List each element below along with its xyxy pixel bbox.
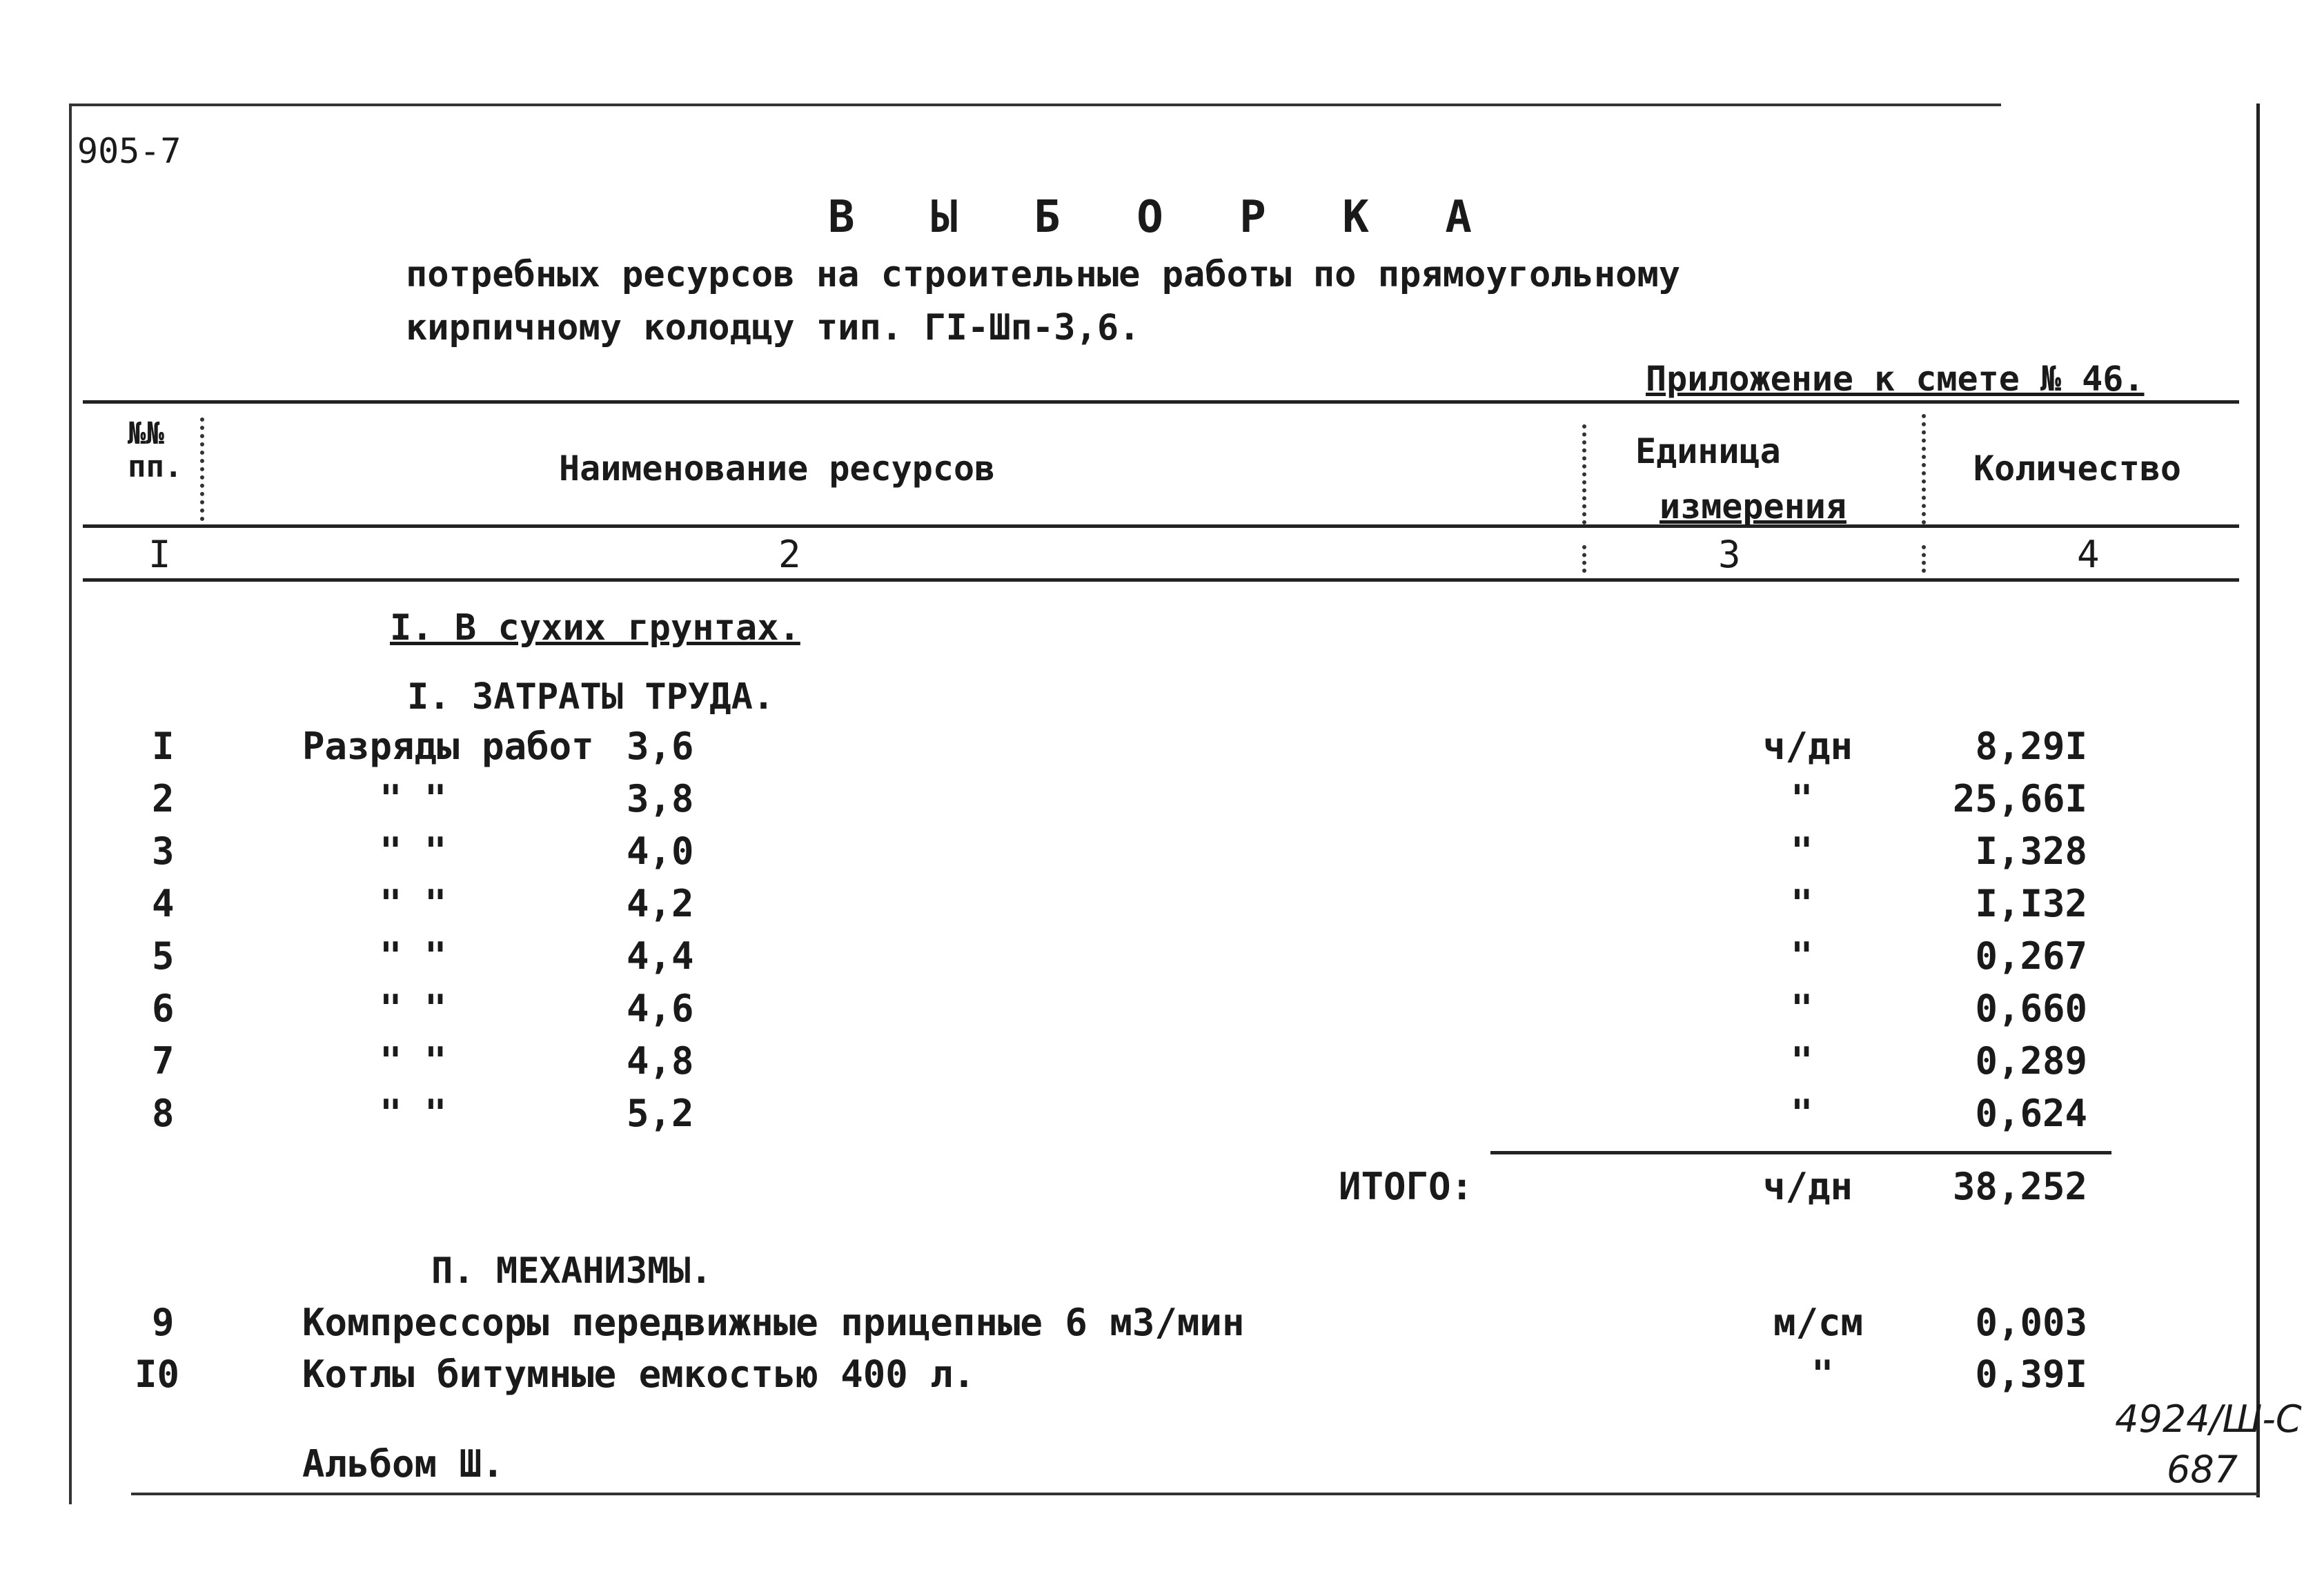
page-frame-top: [69, 104, 2001, 106]
row-quantity: 8,29I: [1975, 725, 2087, 768]
row-unit: м/см: [1773, 1301, 1864, 1344]
row-unit: ": [1811, 1352, 1834, 1396]
row-quantity: I,I32: [1975, 882, 2087, 925]
header-resource-name: Наименование ресурсов: [559, 449, 996, 489]
album-label: Альбом Ш.: [302, 1442, 504, 1486]
row-number: 8: [152, 1092, 175, 1135]
row-quantity: 25,66I: [1952, 777, 2087, 820]
header-number: №№ пп.: [128, 416, 183, 484]
row-number: 7: [152, 1039, 175, 1083]
section-title: I. В сухих грунтах.: [390, 607, 800, 649]
row-unit: ч/дн: [1763, 725, 1853, 768]
row-number: 2: [152, 777, 175, 820]
row-label: " ": [380, 777, 447, 820]
row-quantity: 0,624: [1975, 1092, 2087, 1135]
row-quantity: 0,267: [1975, 934, 2087, 978]
column-divider-1: [200, 417, 204, 521]
row-label: " ": [380, 934, 447, 978]
row-grade: 3,8: [627, 777, 694, 820]
row-quantity: 0,003: [1975, 1301, 2087, 1344]
row-quantity: 0,660: [1975, 987, 2087, 1030]
column-numbers-rule: [83, 578, 2239, 582]
row-label: " ": [380, 829, 447, 873]
stamp-code: 4924/Ш-С: [2115, 1397, 2302, 1441]
row-grade: 4,0: [627, 829, 694, 873]
row-unit: ": [1791, 1092, 1813, 1135]
column-number-2: 2: [778, 533, 801, 576]
page-frame-right: [2256, 104, 2260, 1497]
column-divider-3-lower: [1922, 545, 1926, 573]
row-quantity: I,328: [1975, 829, 2087, 873]
row-label: " ": [380, 1039, 447, 1083]
row-label: Разряды работ: [302, 725, 594, 768]
labor-heading: I. ЗАТРАТЫ ТРУДА.: [407, 676, 775, 718]
row-quantity: 0,39I: [1975, 1352, 2087, 1396]
row-number: 3: [152, 829, 175, 873]
row-grade: 3,6: [627, 725, 694, 768]
row-grade: 4,2: [627, 882, 694, 925]
total-label: ИТОГО:: [1339, 1165, 1474, 1208]
row-unit: ": [1791, 1039, 1813, 1083]
header-unit-line1: Единица: [1635, 431, 1781, 471]
row-number: 6: [152, 987, 175, 1030]
appendix-reference: Приложение к смете № 46.: [1646, 359, 2145, 399]
row-number: I: [152, 725, 175, 768]
column-number-4: 4: [2077, 533, 2100, 576]
row-number: 9: [152, 1301, 175, 1344]
row-grade: 5,2: [627, 1092, 694, 1135]
row-unit: ": [1791, 987, 1813, 1030]
row-number: I0: [135, 1352, 180, 1396]
row-grade: 4,4: [627, 934, 694, 978]
header-unit-line2: измерения: [1660, 486, 1847, 527]
row-unit: ": [1791, 934, 1813, 978]
column-divider-2-lower: [1582, 545, 1586, 573]
column-divider-2: [1582, 424, 1586, 524]
document-code: 905-7: [77, 131, 181, 171]
row-grade: 4,6: [627, 987, 694, 1030]
row-quantity: 0,289: [1975, 1039, 2087, 1083]
total-rule: [1490, 1151, 2111, 1154]
table-top-rule: [83, 400, 2239, 404]
row-number: 5: [152, 934, 175, 978]
row-unit: ": [1791, 882, 1813, 925]
row-grade: 4,8: [627, 1039, 694, 1083]
column-divider-3: [1922, 414, 1926, 524]
row-label: " ": [380, 1092, 447, 1135]
header-bottom-rule: [83, 524, 2239, 528]
page-number: 687: [2167, 1448, 2238, 1491]
row-name: Компрессоры передвижные прицепные 6 м3/мин: [302, 1301, 1245, 1344]
row-label: " ": [380, 987, 447, 1030]
row-number: 4: [152, 882, 175, 925]
row-unit: ": [1791, 777, 1813, 820]
document-subtitle-line1: потребных ресурсов на строительные работы по прямоугольному: [406, 254, 1681, 295]
column-number-1: I: [148, 533, 171, 576]
document-title: В Ы Б О Р К А: [828, 192, 1497, 243]
row-unit: ": [1791, 829, 1813, 873]
machines-heading: П. МЕХАНИЗМЫ.: [431, 1250, 712, 1292]
total-unit: ч/дн: [1763, 1165, 1853, 1208]
row-label: " ": [380, 882, 447, 925]
column-number-3: 3: [1718, 533, 1741, 576]
page-frame-bottom: [131, 1493, 2260, 1495]
page-frame-left: [69, 104, 72, 1504]
document-subtitle-line2: кирпичному колодцу тип. ГI-Шп-3,6.: [406, 307, 1141, 348]
header-quantity: Количество: [1973, 449, 2182, 489]
total-quantity: 38,252: [1952, 1165, 2087, 1208]
row-name: Котлы битумные емкостью 400 л.: [302, 1352, 976, 1396]
